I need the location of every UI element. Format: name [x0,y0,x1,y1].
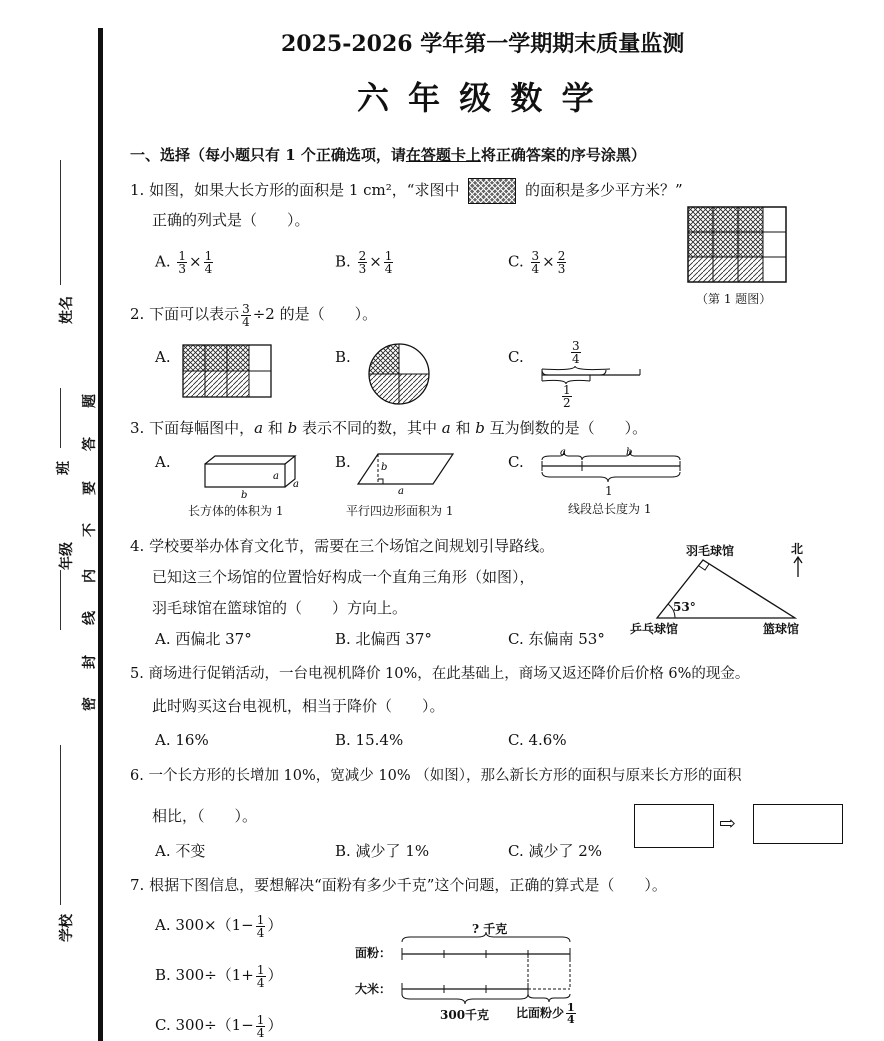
q2-option-a-figure [183,345,273,400]
q5-line2: 此时购买这台电视机，相当于降价（ ）。 [152,697,445,715]
q1-figure [688,207,788,285]
school-blank-line [60,745,61,905]
svg-text:a: a [293,479,299,490]
q3-option-b[interactable]: B. [335,453,351,471]
q4-line2: 已知这三个场馆的位置恰好构成一个直角三角形（如图）， [152,568,535,586]
q1-option-a[interactable]: A. $\frac{1}{3}$ × $\frac{1}{4}$ [155,249,213,276]
q3-option-a-caption: 长方体的体积为 1 [188,504,284,518]
q7-rice-label: 大米： [355,982,392,996]
grade-blank-line [60,570,61,630]
q4-line1: 4. 学校要举办体育文化节，需要在三个场馆之间规划引导路线。 [130,537,555,555]
q7-rice-amount: 300千克 [440,1008,490,1022]
section-heading: 一、选择（每小题只有 1 个正确选项，请在答题卡上将正确答案的序号涂黑） [130,146,646,164]
q3-option-c-total: 1 [605,484,613,498]
q4-label-badminton: 羽毛球馆 [686,544,735,558]
q7-flour-label: 面粉： [355,946,392,960]
q4-label-pingpong: 乒乓球馆 [630,622,679,636]
north-arrow-icon [792,556,804,578]
q4-label-basketball: 篮球馆 [763,622,800,636]
q2-stem: 2. 下面可以表示 $\frac{3}{4}$ ÷2 的是（ ）。 [130,301,378,329]
q2-option-a[interactable]: A. [155,348,171,366]
q1-stem: 1. 如图，如果大长方形的面积是 1 cm²，“求图中 的面积是多少平方米？” [130,178,683,204]
q3-option-b-figure [358,452,458,497]
name-blank-line [60,160,61,285]
q1-inline-shaded-icon [468,178,516,204]
q5-option-a[interactable]: A. 16% [155,731,209,749]
q5-line1: 5. 商场进行促销活动，一台电视机降价 10%，在此基础上，商场又返还降价后价格 6%的现金。 [130,666,750,682]
q6-option-a[interactable]: A. 不变 [155,842,206,860]
q6-line2: 相比，（ ）。 [152,807,258,825]
q6-option-b[interactable]: B. 减少了 1% [335,842,430,860]
q5-option-c[interactable]: C. 4.6% [508,731,567,749]
svg-text:b: b [241,490,248,501]
q2-option-c-top-fraction: $\frac{3}{4}$ [572,339,580,366]
q7-segment-diagram [400,932,580,1007]
seal-char: 密 [82,697,98,711]
q3-option-b-caption: 平行四边形面积为 1 [346,504,454,518]
svg-text:a: a [273,471,279,482]
q7-line1: 7. 根据下图信息，要想解决“面粉有多少千克”这个问题，正确的算式是（ ）。 [130,876,667,894]
svg-text:a: a [398,486,404,497]
q3-option-c-caption: 线段总长度为 1 [568,502,652,516]
q2-option-b-figure [368,343,430,405]
q6-option-c[interactable]: C. 减少了 2% [508,842,603,860]
q2-option-b[interactable]: B. [335,348,351,366]
q3-option-c-figure [540,447,690,490]
q1-line2: 正确的列式是（ ）。 [152,211,310,229]
seal-char: 要 [82,481,98,495]
q2-option-c-figure [540,365,645,385]
q4-north-label: 北 [791,542,804,556]
q3-option-a[interactable]: A. [155,453,171,471]
seal-char: 不 [82,523,98,537]
q7-question-label: ? 千克 [472,922,508,936]
svg-text:a: a [560,447,566,458]
class-blank-line [60,388,61,448]
q7-option-c[interactable]: C. 300÷（1− $\frac{1}{4}$ ） [155,1012,283,1040]
q4-angle-label: 53° [673,600,696,614]
grade-label: 年级 [59,542,75,570]
name-label: 姓名 [59,296,75,324]
q6-arrow-icon: ⇨ [719,811,736,835]
seal-char: 题 [82,394,98,408]
q4-option-c[interactable]: C. 东偏南 53° [508,630,605,648]
q1-option-c[interactable]: C. $\frac{3}{4}$ × $\frac{2}{3}$ [508,249,566,276]
q1-option-b[interactable]: B. $\frac{2}{3}$ × $\frac{1}{4}$ [335,249,393,276]
q3-option-c[interactable]: C. [508,453,524,471]
q3-stem: 3. 下面每幅图中，a 和 b 表示不同的数，其中 a 和 b 互为倒数的是（ ）。 [130,419,648,437]
q6-new-rectangle [753,804,843,844]
q6-line1: 6. 一个长方形的长增加 10%，宽减少 10% （如图），那么新长方形的面积与原来长方形的面积 [130,768,742,784]
svg-text:b: b [381,462,388,473]
svg-text:b: b [626,447,633,458]
q4-option-b[interactable]: B. 北偏西 37° [335,630,432,648]
subject-title: 六 年 级 数 学 [357,79,598,117]
q6-original-rectangle [634,804,714,848]
seal-char: 封 [82,655,98,669]
q1-figure-caption: （第 1 题图） [696,292,772,306]
seal-char: 答 [82,437,98,451]
seal-char: 内 [82,569,98,583]
school-label: 学校 [59,914,75,942]
q2-option-c[interactable]: C. [508,348,524,366]
class-label: 班 [56,461,72,475]
seal-char: 线 [82,611,98,625]
q7-less-label: 比面粉少 $\frac{1}{4}$ [516,1001,575,1026]
q5-option-b[interactable]: B. 15.4% [335,731,404,749]
q7-option-a[interactable]: A. 300×（1− $\frac{1}{4}$ ） [155,912,283,940]
q4-option-a[interactable]: A. 西偏北 37° [155,630,252,648]
exam-title: 2025-2026 学年第一学期期末质量监测 [281,31,685,57]
q2-option-c-bottom-fraction: $\frac{1}{2}$ [563,383,571,410]
q4-line3: 羽毛球馆在篮球馆的（ ）方向上。 [152,599,408,617]
q7-option-b[interactable]: B. 300÷（1+ $\frac{1}{4}$ ） [155,962,283,990]
q3-option-a-figure [205,454,300,501]
